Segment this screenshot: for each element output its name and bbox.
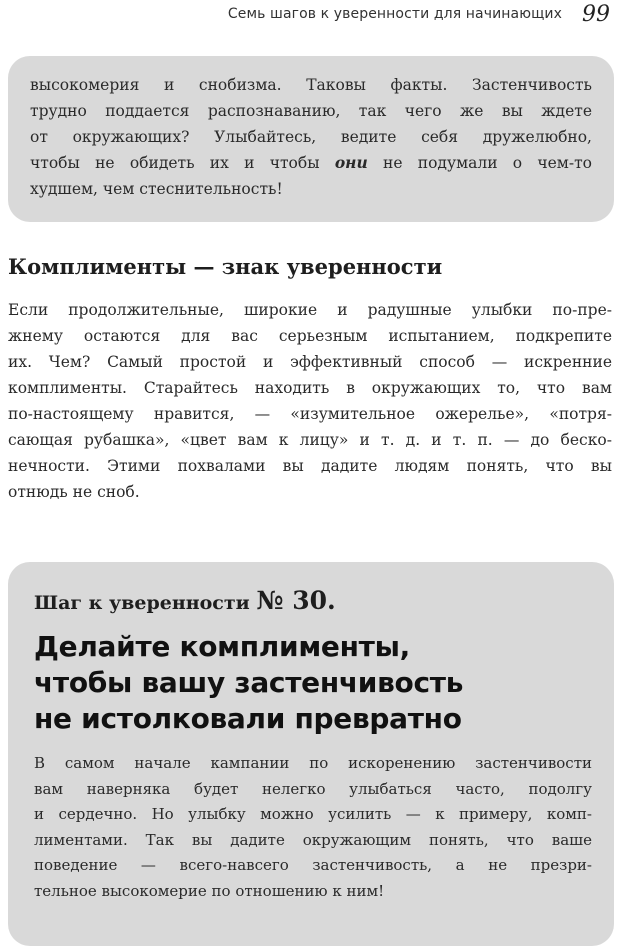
text-line: от окружающих? Улыбайтесь, ведите себя дружелюбно, xyxy=(30,128,592,146)
step-number: № 30. xyxy=(256,586,336,615)
body-paragraph xyxy=(8,297,612,505)
text-line: тельное высокомерие по отношению к ним! xyxy=(34,881,385,900)
text-line: отнюдь не сноб. xyxy=(8,483,140,501)
text-line: жнему остаются для вас серьезным испытанием, подкрепите xyxy=(8,327,612,345)
text-line: по-настоящему нравится, — «изумительное ожерелье», «потря- xyxy=(8,405,612,423)
text-run: не подумали о чем-то xyxy=(367,154,593,172)
step-label xyxy=(34,586,592,615)
text-line: высокомерия и снобизма. Таковы факты. Застенчивость xyxy=(30,76,592,94)
text-line: вам наверняка будет нелегко улыбаться часто, подолгу xyxy=(34,779,592,798)
text-line: их. Чем? Самый простой и эффективный способ — искренние xyxy=(8,353,612,371)
title-line: Делайте комплименты, xyxy=(34,630,410,663)
text-line: В самом начале кампании по искоренению застенчивости xyxy=(34,754,592,772)
step-label-text: Шаг к уверенности xyxy=(34,592,250,614)
text-line: Если продолжительные, широкие и радушные улыбки по-пре- xyxy=(8,301,612,319)
emphasis-text: они xyxy=(334,153,368,172)
step-title xyxy=(34,629,592,737)
page-number: 99 xyxy=(582,2,610,27)
page-header xyxy=(0,0,620,38)
running-title: Семь шагов к уверенности для начинающих xyxy=(227,6,562,22)
text-line: поведение — всего-навсего застенчивость, а не презри- xyxy=(34,856,592,874)
text-line: лиментами. Так вы дадите окружающим понять, что ваше xyxy=(34,830,592,849)
text-line: трудно поддается распознаванию, так чего же вы ждете xyxy=(30,102,592,120)
step-body xyxy=(34,751,592,904)
callout-paragraph xyxy=(30,72,592,202)
text-line: и сердечно. Но улыбку можно усилить — к примеру, комп- xyxy=(34,805,592,823)
text-run: чтобы не обидеть их и чтобы xyxy=(30,154,335,172)
text-line: нечности. Этими похвалами вы дадите людям понять, что вы xyxy=(8,457,612,475)
text-line: худшем, чем стеснительность! xyxy=(30,180,283,198)
title-line: не истолковали превратно xyxy=(34,702,462,735)
text-line xyxy=(30,150,592,176)
section-heading: Комплименты — знак уверенности xyxy=(8,254,443,279)
text-line: сающая рубашка», «цвет вам к лицу» и т. д. и т. п. — до беско- xyxy=(8,431,612,449)
title-line: чтобы вашу застенчивость xyxy=(34,666,464,699)
callout-box-continued xyxy=(8,56,614,222)
step-callout-box xyxy=(8,562,614,946)
text-line: комплименты. Старайтесь находить в окружающих то, что вам xyxy=(8,379,612,397)
